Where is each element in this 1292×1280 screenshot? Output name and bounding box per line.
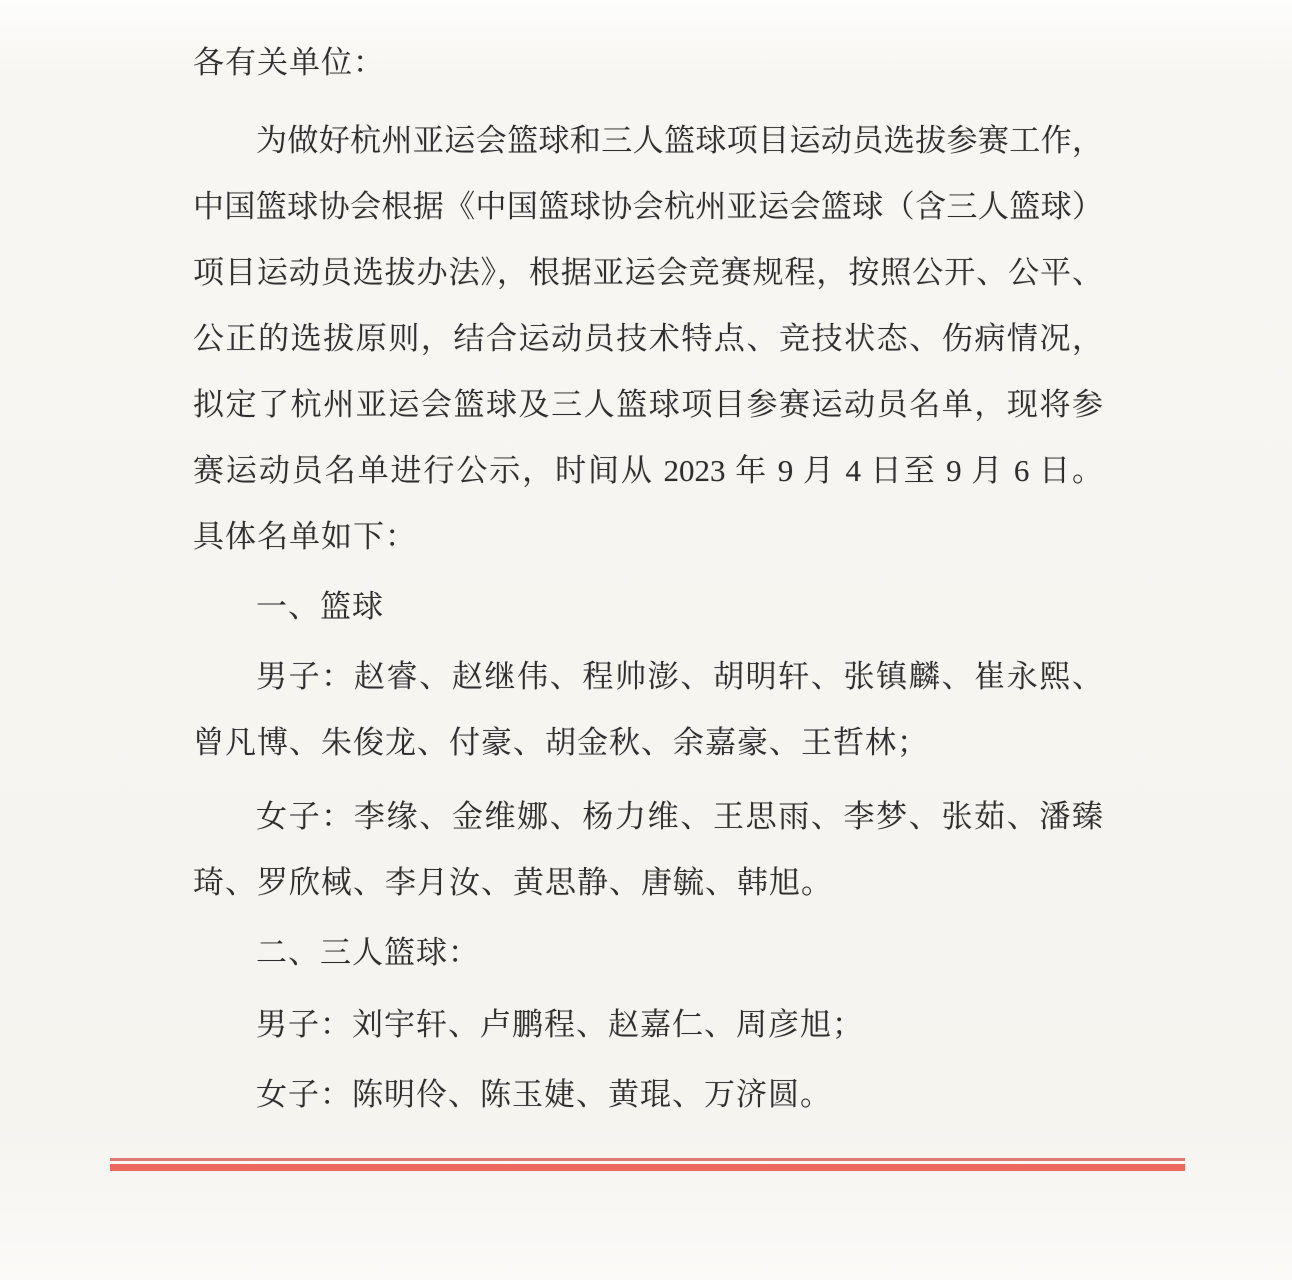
document-line: 公正的选拔原则，结合运动员技术特点、竞技状态、伤病情况， <box>193 321 1103 356</box>
document-line: 女子：陈明伶、陈玉婕、黄琨、万济圆。 <box>256 1077 832 1112</box>
footer-divider <box>110 1158 1185 1171</box>
section-heading-3x3-basketball: 二、三人篮球： <box>256 935 480 970</box>
document-line: 为做好杭州亚运会篮球和三人篮球项目运动员选拔参赛工作， <box>256 123 1103 158</box>
document-body <box>193 30 1103 1128</box>
document-line: 项目运动员选拔办法》，根据亚运会竞赛规程，按照公开、公平、 <box>193 255 1103 290</box>
document-line: 拟定了杭州亚运会篮球及三人篮球项目参赛运动员名单，现将参 <box>193 387 1103 422</box>
document-line: 琦、罗欣棫、李月汝、黄思静、唐毓、韩旭。 <box>193 865 833 900</box>
document-line: 中国篮球协会根据《中国篮球协会杭州亚运会篮球（含三人篮球） <box>193 189 1103 224</box>
document-line: 男子：刘宇轩、卢鹏程、赵嘉仁、周彦旭； <box>256 1007 864 1042</box>
divider-thick-line <box>110 1164 1185 1171</box>
document-line: 女子：李缘、金维娜、杨力维、王思雨、李梦、张茹、潘臻 <box>256 799 1103 834</box>
section-heading-basketball: 一、篮球 <box>256 589 384 624</box>
document-line: 男子：赵睿、赵继伟、程帅澎、胡明轩、张镇麟、崔永熙、 <box>256 659 1103 694</box>
document-line: 曾凡博、朱俊龙、付豪、胡金秋、余嘉豪、王哲林； <box>193 725 929 760</box>
document-line: 具体名单如下： <box>193 519 417 554</box>
salutation: 各有关单位： <box>193 45 385 80</box>
document-line: 赛运动员名单进行公示，时间从 2023 年 9 月 4 日至 9 月 6 日。 <box>193 453 1103 488</box>
